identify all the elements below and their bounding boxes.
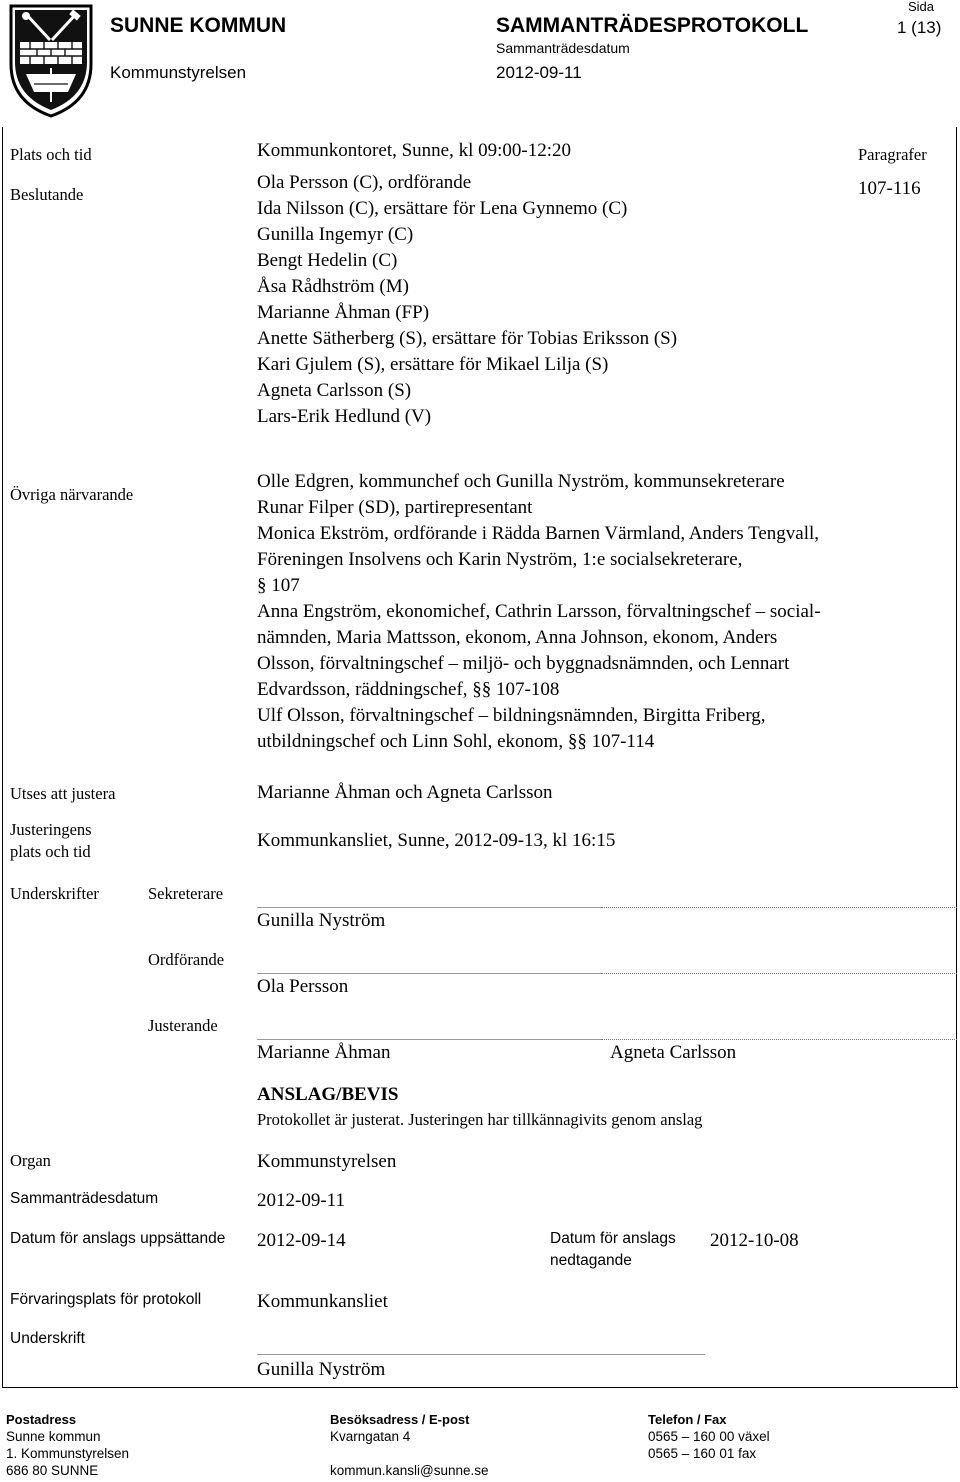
organization-name: SUNNE KOMMUN xyxy=(110,14,287,37)
document-title: SAMMANTRÄDESPROTOKOLL xyxy=(496,14,809,37)
notice-date-value: 2012-09-11 xyxy=(257,1190,345,1211)
frame-right-border xyxy=(956,127,957,1387)
paragraphs-label: Paragrafer xyxy=(858,145,927,164)
notice-signature-name: Gunilla Nyström xyxy=(257,1359,386,1380)
removed-date-label-line1: Datum för anslags xyxy=(550,1230,676,1247)
signatures-label: Underskrifter xyxy=(10,884,99,903)
meeting-date: 2012-09-11 xyxy=(496,63,582,82)
footer-phone: 0565 – 160 00 växel xyxy=(648,1429,770,1444)
organ-value: Kommunstyrelsen xyxy=(257,1151,397,1172)
list-item: Föreningen Insolvens och Karin Nyström, 1:e socialsekreterare, xyxy=(257,549,743,570)
footer-visit-heading: Besöksadress / E-post xyxy=(330,1412,470,1427)
posted-date-value: 2012-09-14 xyxy=(257,1230,346,1251)
list-item: Agneta Carlsson (S) xyxy=(257,380,412,401)
footer-phone-heading: Telefon / Fax xyxy=(648,1412,727,1427)
list-item: Monica Ekström, ordförande i Rädda Barnen Värmland, Anders Tengvall, xyxy=(257,523,820,544)
footer-email-link[interactable]: kommun.kansli@sunne.se xyxy=(330,1463,489,1478)
organ-label: Organ xyxy=(10,1151,51,1170)
adjusters-label: Utses att justera xyxy=(10,784,116,803)
list-item: Åsa Rådhström (M) xyxy=(257,276,409,297)
list-item: Ida Nilsson (C), ersättare för Lena Gynnemo (C) xyxy=(257,198,628,219)
notice-signature-line xyxy=(257,1354,705,1355)
list-item: Marianne Åhman (FP) xyxy=(257,302,430,323)
removed-date-label-line2: nedtagande xyxy=(550,1252,632,1269)
secretary-name: Gunilla Nyström xyxy=(257,910,386,931)
frame-left-border xyxy=(2,127,3,1387)
adjuster-label: Justerande xyxy=(148,1016,218,1035)
list-item: Edvardsson, räddningschef, §§ 107-108 xyxy=(257,679,560,700)
removed-date-value: 2012-10-08 xyxy=(710,1230,799,1251)
list-item: Anna Engström, ekonomichef, Cathrin Larsson, förvaltningschef – social- xyxy=(257,601,821,622)
deciding-label: Beslutande xyxy=(10,185,84,204)
adjust-place-label-line1: Justeringens xyxy=(10,820,92,839)
list-item: utbildningschef och Linn Sohl, ekonom, §§ 107-114 xyxy=(257,731,655,752)
footer-postal-heading: Postadress xyxy=(6,1412,77,1427)
chair-signature-line xyxy=(257,973,601,974)
chair-name: Ola Persson xyxy=(257,976,349,997)
adjusters-value: Marianne Åhman och Agneta Carlsson xyxy=(257,782,553,803)
footer-postal-line1: Sunne kommun xyxy=(6,1429,101,1444)
place-value: Kommunkontoret, Sunne, kl 09:00-12:20 xyxy=(257,140,572,161)
notice-title: ANSLAG/BEVIS xyxy=(257,1084,399,1105)
department-name: Kommunstyrelsen xyxy=(110,63,247,82)
page-number: 1 (13) xyxy=(897,18,942,37)
page-label: Sida xyxy=(908,0,935,14)
notice-text: Protokollet är justerat. Justeringen har tillkännagivits genom anslag xyxy=(257,1110,703,1129)
adjuster-signature-line xyxy=(257,1039,601,1040)
paragraphs-value: 107-116 xyxy=(858,178,921,199)
list-item: Ola Persson (C), ordförande xyxy=(257,172,472,193)
storage-value: Kommunkansliet xyxy=(257,1291,388,1312)
deciding-list xyxy=(257,170,677,430)
list-item: Lars-Erik Hedlund (V) xyxy=(257,406,432,427)
sunne-coat-of-arms-logo xyxy=(6,2,96,120)
meeting-date-label: Sammanträdesdatum xyxy=(496,40,630,56)
footer-postal-line3: 686 80 SUNNE xyxy=(6,1463,99,1478)
list-item: Gunilla Ingemyr (C) xyxy=(257,224,414,245)
list-item: Olsson, förvaltningschef – miljö- och byggnadsnämnden, och Lennart xyxy=(257,653,790,674)
list-item: Anette Sätherberg (S), ersättare för Tobias Eriksson (S) xyxy=(257,328,678,349)
secretary-label: Sekreterare xyxy=(148,884,224,903)
footer-postal-line2: 1. Kommunstyrelsen xyxy=(6,1446,130,1461)
list-item: Kari Gjulem (S), ersättare för Mikael Lilja (S) xyxy=(257,354,609,375)
adjuster-name-1: Marianne Åhman xyxy=(257,1042,391,1063)
chair-label: Ordförande xyxy=(148,950,225,969)
others-present-label: Övriga närvarande xyxy=(10,485,134,504)
footer-fax: 0565 – 160 01 fax xyxy=(648,1446,757,1461)
list-item: Ulf Olsson, förvaltningschef – bildningsnämnden, Birgitta Friberg, xyxy=(257,705,766,726)
list-item: Runar Filper (SD), partirepresentant xyxy=(257,497,533,518)
others-present-list xyxy=(257,469,821,755)
list-item: Olle Edgren, kommunchef och Gunilla Nyström, kommunsekreterare xyxy=(257,471,785,492)
adjust-place-value: Kommunkansliet, Sunne, 2012-09-13, kl 16:15 xyxy=(257,830,616,851)
adjuster-signature-dots xyxy=(601,1039,957,1040)
secretary-signature-dots xyxy=(601,907,957,908)
list-item: § 107 xyxy=(257,575,300,596)
chair-signature-dots xyxy=(601,973,957,974)
list-item: Bengt Hedelin (C) xyxy=(257,250,398,271)
secretary-signature-line xyxy=(257,907,601,908)
storage-label: Förvaringsplats för protokoll xyxy=(10,1291,202,1308)
adjuster-name-2: Agneta Carlsson xyxy=(610,1042,737,1063)
list-item: nämnden, Maria Mattsson, ekonom, Anna Johnson, ekonom, Anders xyxy=(257,627,778,648)
notice-date-label: Sammanträdesdatum xyxy=(10,1190,159,1207)
posted-date-label: Datum för anslags uppsättande xyxy=(10,1230,226,1247)
frame-bottom-border xyxy=(2,1387,958,1388)
notice-signature-label: Underskrift xyxy=(10,1330,85,1347)
place-label: Plats och tid xyxy=(10,145,92,164)
adjust-place-label-line2: plats och tid xyxy=(10,842,91,861)
footer-visit-address: Kvarngatan 4 xyxy=(330,1429,411,1444)
